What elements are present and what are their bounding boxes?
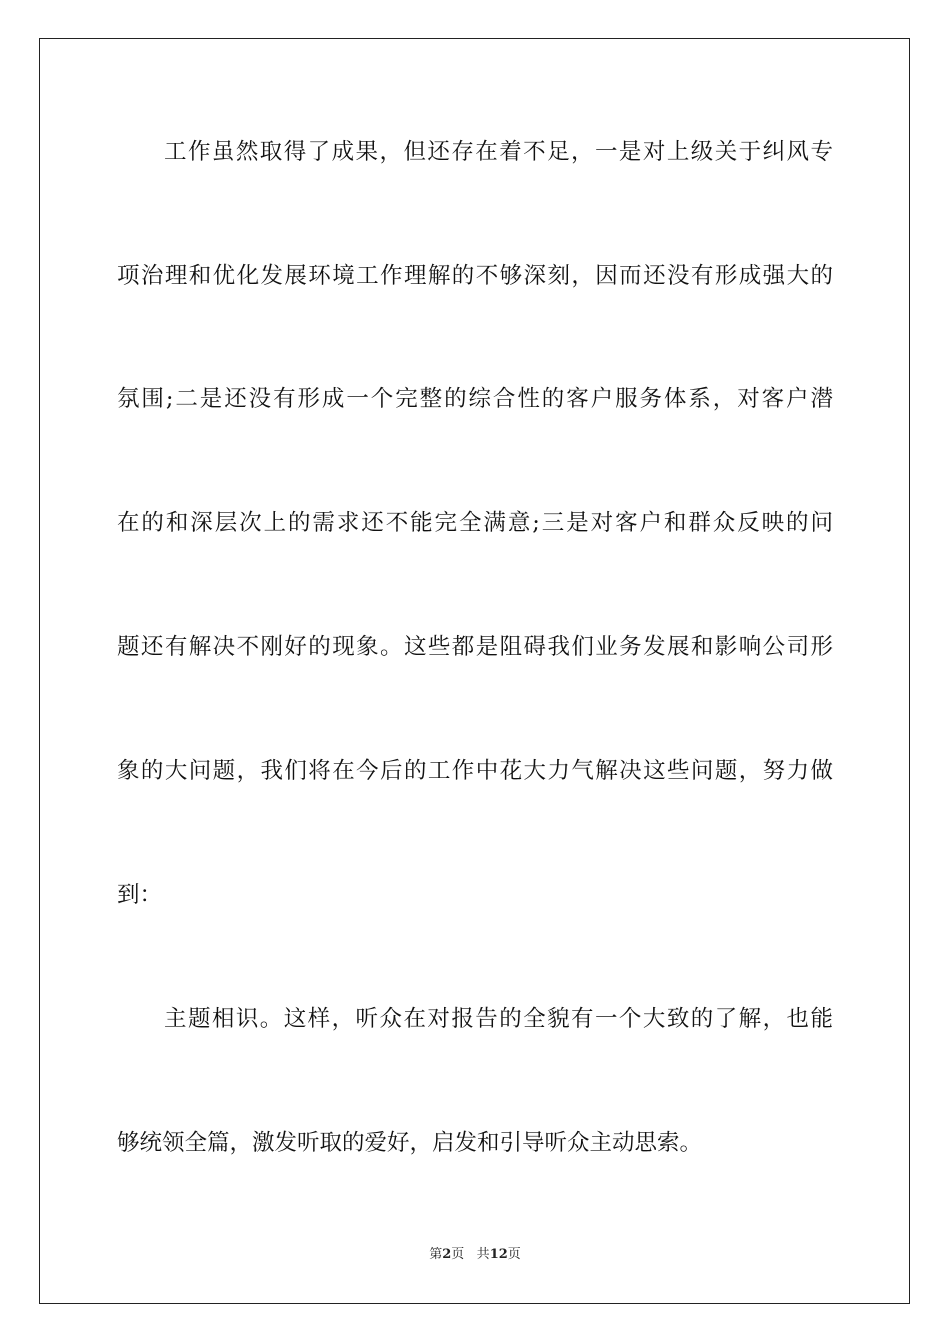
paragraph-1-line-7: 到：	[117, 882, 163, 908]
footer-total-suffix: 页	[507, 1247, 521, 1262]
paragraph-1-line-4: 在的和深层次上的需求还不能完全满意;三是对客户和群众反映的问	[117, 510, 833, 536]
paragraph-1-line-6: 象的大问题，我们将在今后的工作中花大力气解决这些问题，努力做	[117, 758, 833, 784]
paragraph-2-line-2: 够统领全篇，激发听取的爱好，启发和引导听众主动思索。	[117, 1130, 703, 1156]
footer-page-prefix: 第	[429, 1247, 443, 1262]
footer-total-prefix: 共	[476, 1247, 490, 1262]
page-footer	[0, 1246, 950, 1264]
footer-page-number: 2	[442, 1247, 452, 1262]
page-border	[39, 38, 910, 1304]
footer-page-suffix: 页	[451, 1247, 465, 1262]
paragraph-1-line-1: 工作虽然取得了成果，但还存在着不足，一是对上级关于纠风专	[164, 139, 833, 165]
footer-total-pages: 12	[489, 1247, 508, 1262]
paragraph-1-line-3: 氛围;二是还没有形成一个完整的综合性的客户服务体系，对客户潜	[117, 386, 833, 412]
paragraph-1-line-2: 项治理和优化发展环境工作理解的不够深刻，因而还没有形成强大的	[117, 263, 833, 289]
paragraph-2-line-1: 主题相识。这样，听众在对报告的全貌有一个大致的了解，也能	[164, 1006, 833, 1032]
paragraph-1-line-5: 题还有解决不刚好的现象。这些都是阻碍我们业务发展和影响公司形	[117, 634, 833, 660]
